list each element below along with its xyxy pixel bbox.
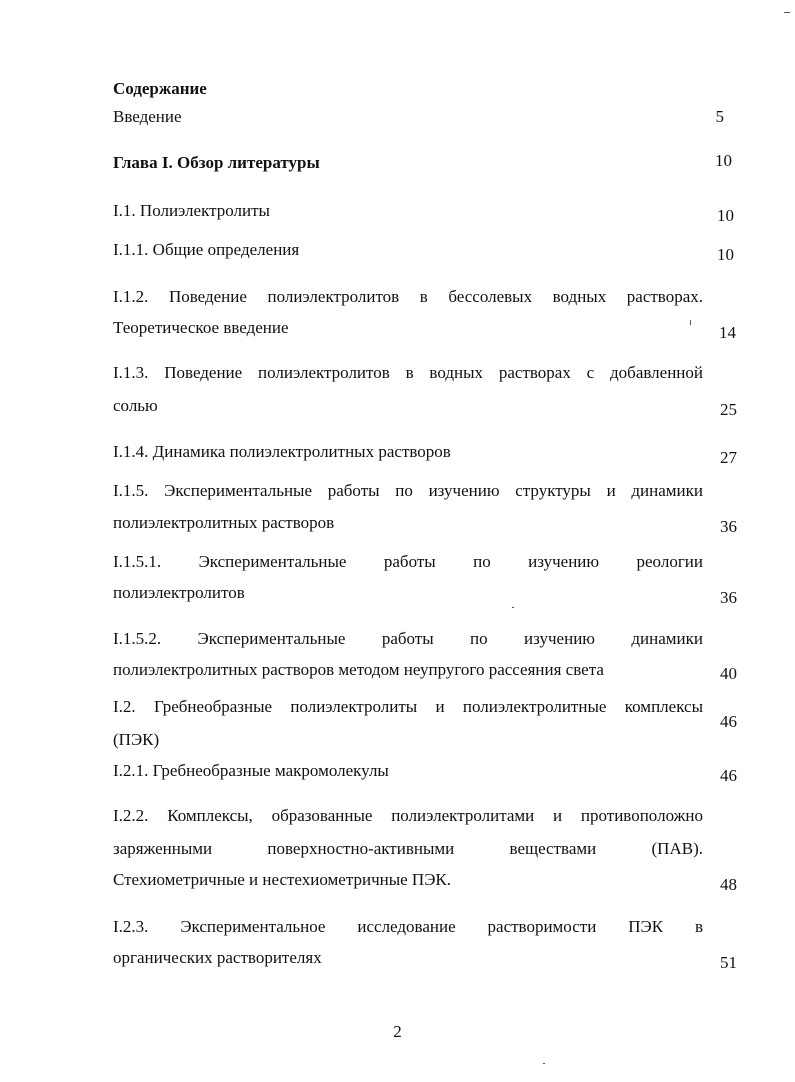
toc-entry-page: 14 (719, 323, 736, 342)
toc-entry-line: I.1.5.1. Экспериментальные работы по изучению реологии (113, 552, 703, 571)
toc-entry-page: 25 (720, 400, 737, 419)
toc-entry-line: I.1.5.2. Экспериментальные работы по изучению динамики (113, 629, 703, 648)
toc-entry-line: I.2. Гребнеобразные полиэлектролиты и полиэлектролитные комплексы (113, 697, 703, 716)
toc-entry-text: Глава I. Обзор литературы (113, 153, 320, 172)
toc-entry-page: 46 (720, 712, 737, 731)
scan-speck (690, 320, 691, 325)
toc-entry-line: I.1.2. Поведение полиэлектролитов в бессолевых водных растворах. (113, 287, 703, 306)
toc-entry-page: 10 (717, 206, 734, 225)
toc-entry-page: 10 (717, 245, 734, 264)
toc-entry-line: (ПЭК) (113, 730, 160, 749)
toc-entry-page: 5 (715, 107, 724, 126)
page-number: 2 (393, 1022, 402, 1041)
toc-entry-line: органических растворителях (113, 948, 322, 967)
toc-entry-page: 48 (720, 875, 737, 894)
toc-entry-line: I.2.2. Комплексы, образованные полиэлектролитами и противоположно (113, 806, 703, 825)
toc-entry-text: I.1. Полиэлектролиты (113, 201, 270, 220)
toc-entry-text: I.2.1. Гребнеобразные макромолекулы (113, 761, 389, 780)
toc-entry-text: I.1.1. Общие определения (113, 240, 300, 259)
toc-entry-line: I.2.3. Экспериментальное исследование растворимости ПЭК в (113, 917, 703, 936)
scan-speck (784, 12, 790, 13)
toc-entry-line: полиэлектролитных растворов методом неупругого рассеяния света (113, 660, 604, 679)
toc-entry-line: заряженными поверхностно-активными веществами (ПАВ). (113, 839, 703, 858)
toc-entry-line: полиэлектролитных растворов (113, 513, 335, 532)
toc-entry-line: Теоретическое введение (113, 318, 289, 337)
toc-entry-text: Введение (113, 107, 182, 126)
scan-speck (512, 607, 514, 608)
toc-entry-page: 10 (715, 151, 732, 170)
toc-entry-page: 46 (720, 766, 737, 785)
scan-speck (543, 1063, 545, 1064)
toc-entry-line: I.1.3. Поведение полиэлектролитов в водных растворах с добавленной (113, 363, 703, 382)
toc-entry-page: 36 (720, 517, 737, 536)
toc-entry-line: солью (113, 396, 158, 415)
toc-entry-page: 36 (720, 588, 737, 607)
toc-entry-page: 51 (720, 953, 737, 972)
toc-entry-page: 27 (720, 448, 737, 467)
toc-heading: Содержание (113, 79, 207, 98)
toc-entry-line: Стехиометричные и нестехиометричные ПЭК. (113, 870, 452, 889)
toc-entry-text: I.1.4. Динамика полиэлектролитных растворов (113, 442, 451, 461)
toc-entry-line: полиэлектролитов (113, 583, 245, 602)
toc-entry-page: 40 (720, 664, 737, 683)
toc-entry-line: I.1.5. Экспериментальные работы по изучению структуры и динамики (113, 481, 703, 500)
